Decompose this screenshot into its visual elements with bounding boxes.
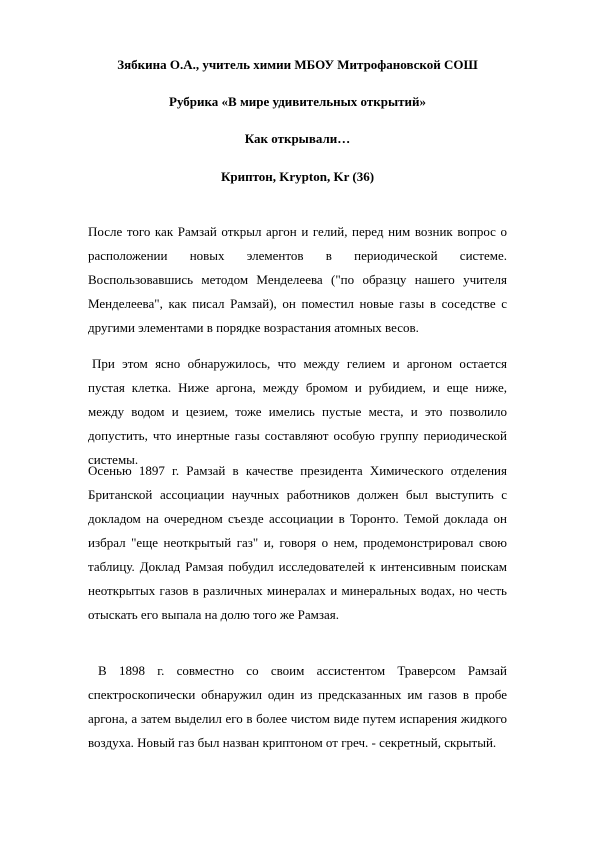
author-line: Зябкина О.А., учитель химии МБОУ Митрофановской СОШ — [117, 57, 478, 72]
rubric-title: Рубрика «В мире удивительных открытий» — [169, 94, 426, 109]
element-title: Криптон, Krypton, Kr (36) — [220, 169, 375, 184]
paragraph-3: Осенью 1897 г. Рамзай в качестве президента Химического отделения Британской ассоциации научных работников должен был выступить с докладом на очередном съезде ассоциации в Торонто. Темой доклада он избрал "еще неоткрытый газ" и, говоря о нем, продемонстрировал свою таблицу. Доклад Рамзая побудил исследователей к интенсивным поискам неоткрытых газов в различных минералах и минеральных водах, но честь отыскать его выпала на долю того же Рамзая. — [88, 463, 507, 622]
paragraph-1: После того как Рамзай открыл аргон и гелий, перед ним возник вопрос о расположении новых элементов в периодической системе. Воспользовавшись методом Менделеева ("по образцу нашего учителя Менделеева", как писал Рамзай), он поместил новые газы в соседстве с другими элементами в порядке возрастания атомных весов. — [88, 224, 507, 335]
paragraph-4: В 1898 г. совместно со своим ассистентом Траверсом Рамзай спектроскопически обнаружил один из предсказанных им газов в пробе аргона, а затем выделил его в более чистом виде путем испарения жидкого воздуха. Новый газ был назван криптоном от греч. - секретный, скрытый. — [88, 663, 507, 750]
paragraph-2: При этом ясно обнаружилось, что между гелием и аргоном остается пустая клетка. Ниже аргона, между бромом и рубидием, и еще ниже, между водом и цезием, тоже имелись пустые места, и это позволило допустить, что инертные газы составляют особую группу периодической системы. — [88, 356, 507, 467]
series-title: Как открывали… — [244, 131, 351, 146]
